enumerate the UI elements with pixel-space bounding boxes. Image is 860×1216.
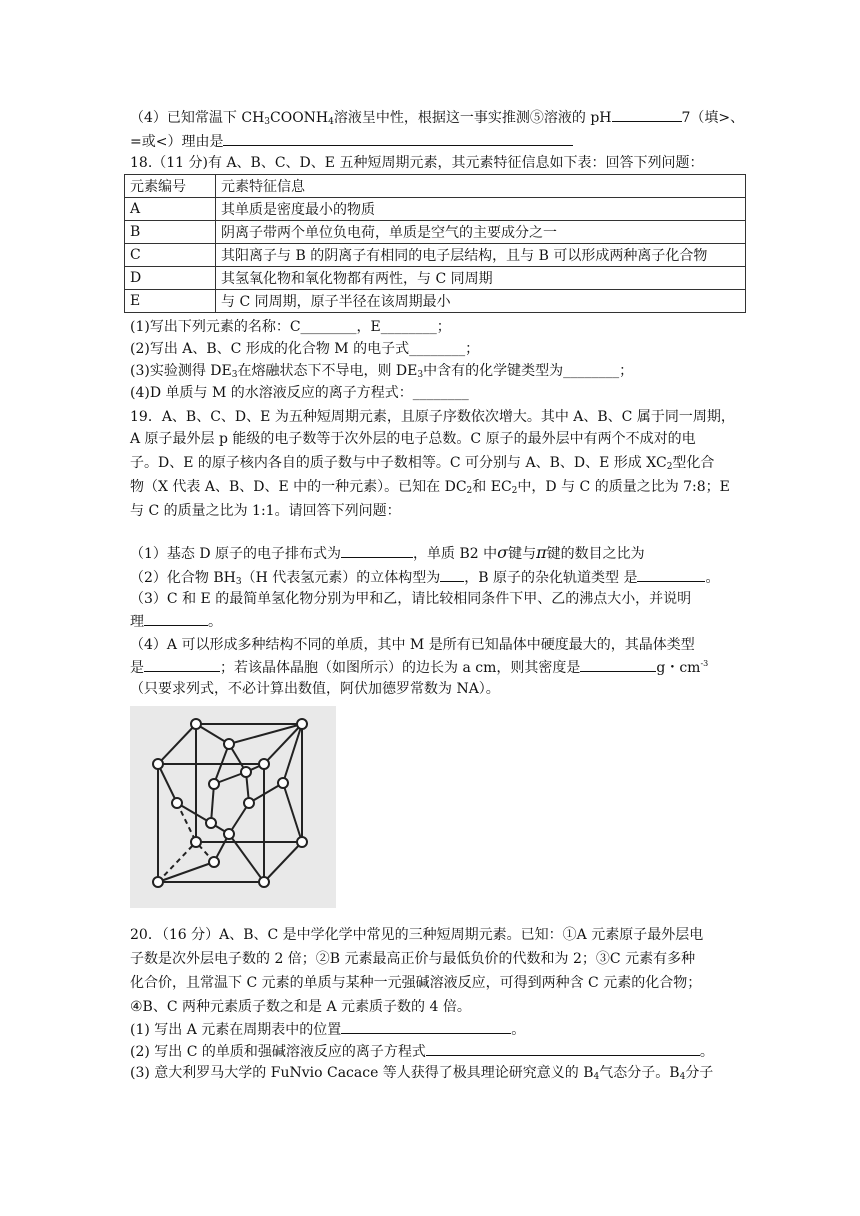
blank[interactable] — [223, 130, 573, 146]
blank[interactable] — [580, 656, 656, 672]
table-row — [125, 267, 746, 290]
table-header-cell: 元素特征信息 — [216, 175, 746, 198]
q19-sub1: （1）基态 D 原子的电子排布式为 ，单质 B2 中σ键与π键的数目之比为 — [130, 543, 645, 562]
q19-sub4-line3: （只要求列式，不必计算出数值，阿伏加德罗常数为 NA）。 — [130, 681, 500, 697]
q19-sub4-line1: （4）A 可以形成多种结构不同的单质，其中 M 是所有已知晶体中硬度最大的，其晶体类型 — [130, 637, 695, 653]
blank[interactable] — [341, 1018, 511, 1034]
diamond-unit-cell-diagram — [130, 706, 336, 908]
q18-sub1: (1)写出下列元素的名称：C________，E________； — [130, 319, 451, 335]
q19-sub2: （2）化合物 $BH_3(H$ 代表氢元素）的立体构型为 ，B 原子的杂化轨道类型 是 。 — [130, 566, 740, 589]
sigma-symbol: σ — [497, 543, 509, 562]
q17-part4-line1: （4）已知常温下 $CH_3COONH_4$溶液呈中性，根据这一事实推测⑤溶液的 pH 7（填>、 — [130, 106, 740, 129]
table-cell: D — [125, 267, 216, 290]
q17-part4-line2: =或<）理由是 — [130, 130, 740, 153]
q18-heading: 18.（11 分)有 A、B、C、D、E 五种短周期元素，其元素特征信息如下表：回答下列问题： — [130, 155, 704, 171]
q20-line1: 20．（16 分）A、B、C 是中学化学中常见的三种短周期元素。已知：①A 元素原子最外层电 — [130, 927, 704, 943]
table-row — [125, 290, 746, 313]
q18-sub3: (3)实验测得 $DE_3$在熔融状态下不导电，则 $DE_3$中含有的化学键类型为________； — [130, 363, 634, 380]
table-cell: 其阳离子与 B 的阴离子有相同的电子层结构，且与 B 可以形成两种离子化合物 — [216, 244, 746, 267]
blank[interactable] — [426, 1040, 700, 1056]
blank[interactable] — [144, 610, 208, 626]
table-cell: 阴离子带两个单位负电荷，单质是空气的主要成分之一 — [216, 221, 746, 244]
q18-sub2: (2)写出 A、B、C 形成的化合物 M 的电子式________； — [130, 341, 480, 357]
table-cell: 其单质是密度最小的物质 — [216, 198, 746, 221]
table-header-cell: 元素编号 — [125, 175, 216, 198]
q19-sub3-line2: 理 。 — [130, 610, 740, 633]
q20-line3: 化合价，且常温下 C 元素的单质与某种一元强碱溶液反应，可得到两种含 C 元素的化合物； — [130, 975, 702, 991]
table-cell: 与 C 同周期，原子半径在该周期最小 — [216, 290, 746, 313]
table-cell: E — [125, 290, 216, 313]
table-cell: 其氢氧化物和氧化物都有两性，与 C 同周期 — [216, 267, 746, 290]
q19-line5: 与 C 的质量之比为 1:1。请回答下列问题： — [130, 503, 401, 519]
q20-line2: 子数是次外层电子数的 2 倍；②B 元素最高正价与最低负价的代数和为 2；③C 元素有多种 — [130, 951, 696, 967]
table-row — [125, 221, 746, 244]
table-row — [125, 198, 746, 221]
blank[interactable] — [637, 566, 705, 582]
table-cell: C — [125, 244, 216, 267]
q19-line4: 物（X 代表 A、B、D、E 中的一种元素）。已知在 $DC_2$和 $EC_2$中，D 与 C 的质量之比为 7:8；E — [130, 479, 730, 496]
blank[interactable] — [341, 542, 413, 558]
q19-sub3-line1: （3）C 和 E 的最简单氢化物分别为甲和乙，请比较相同条件下甲、乙的沸点大小，并说明 — [130, 591, 692, 607]
diamond-unit-cell-figure — [130, 706, 336, 908]
q20-line4: ④B、C 两种元素质子数之和是 A 元素质子数的 4 倍。 — [130, 999, 471, 1015]
pi-symbol: π — [536, 543, 547, 562]
q20-sub2: (2) 写出 C 的单质和强碱溶液反应的离子方程式 。 — [130, 1040, 740, 1063]
q19-sub4-line2: 是 ；若该晶体晶胞（如图所示）的边长为 a cm，则其密度是 g・$cm^{-3}$ — [130, 656, 740, 679]
blank[interactable] — [144, 656, 220, 672]
q19-line1: 19．A、B、C、D、E 为五种短周期元素，且原子序数依次增大。其中 A、B、C 属于同一周期， — [130, 409, 735, 425]
q20-sub3: (3) 意大利罗马大学的 FuNvio Cacace 等人获得了极具理论研究意义的 $B_4$气态分子。$B_4$分子 — [130, 1065, 714, 1082]
q19-line3: 子。D、E 的原子核内各自的质子数与中子数相等。C 可分别与 A、B、D、E 形成 $XC_2$型化合 — [130, 455, 715, 472]
blank[interactable] — [440, 566, 464, 582]
table-cell: A — [125, 198, 216, 221]
table-header-row — [125, 175, 746, 198]
element-table — [124, 174, 746, 313]
blank[interactable] — [612, 106, 682, 122]
q18-sub4: (4)D 单质与 M 的水溶液反应的离子方程式：________ — [130, 385, 469, 401]
q20-sub1: (1) 写出 A 元素在周期表中的位置 。 — [130, 1018, 740, 1041]
q19-line2: A 原子最外层 p 能级的电子数等于次外层的电子总数。C 原子的最外层中有两个不成对的电 — [130, 431, 696, 447]
table-row — [125, 244, 746, 267]
table-cell: B — [125, 221, 216, 244]
